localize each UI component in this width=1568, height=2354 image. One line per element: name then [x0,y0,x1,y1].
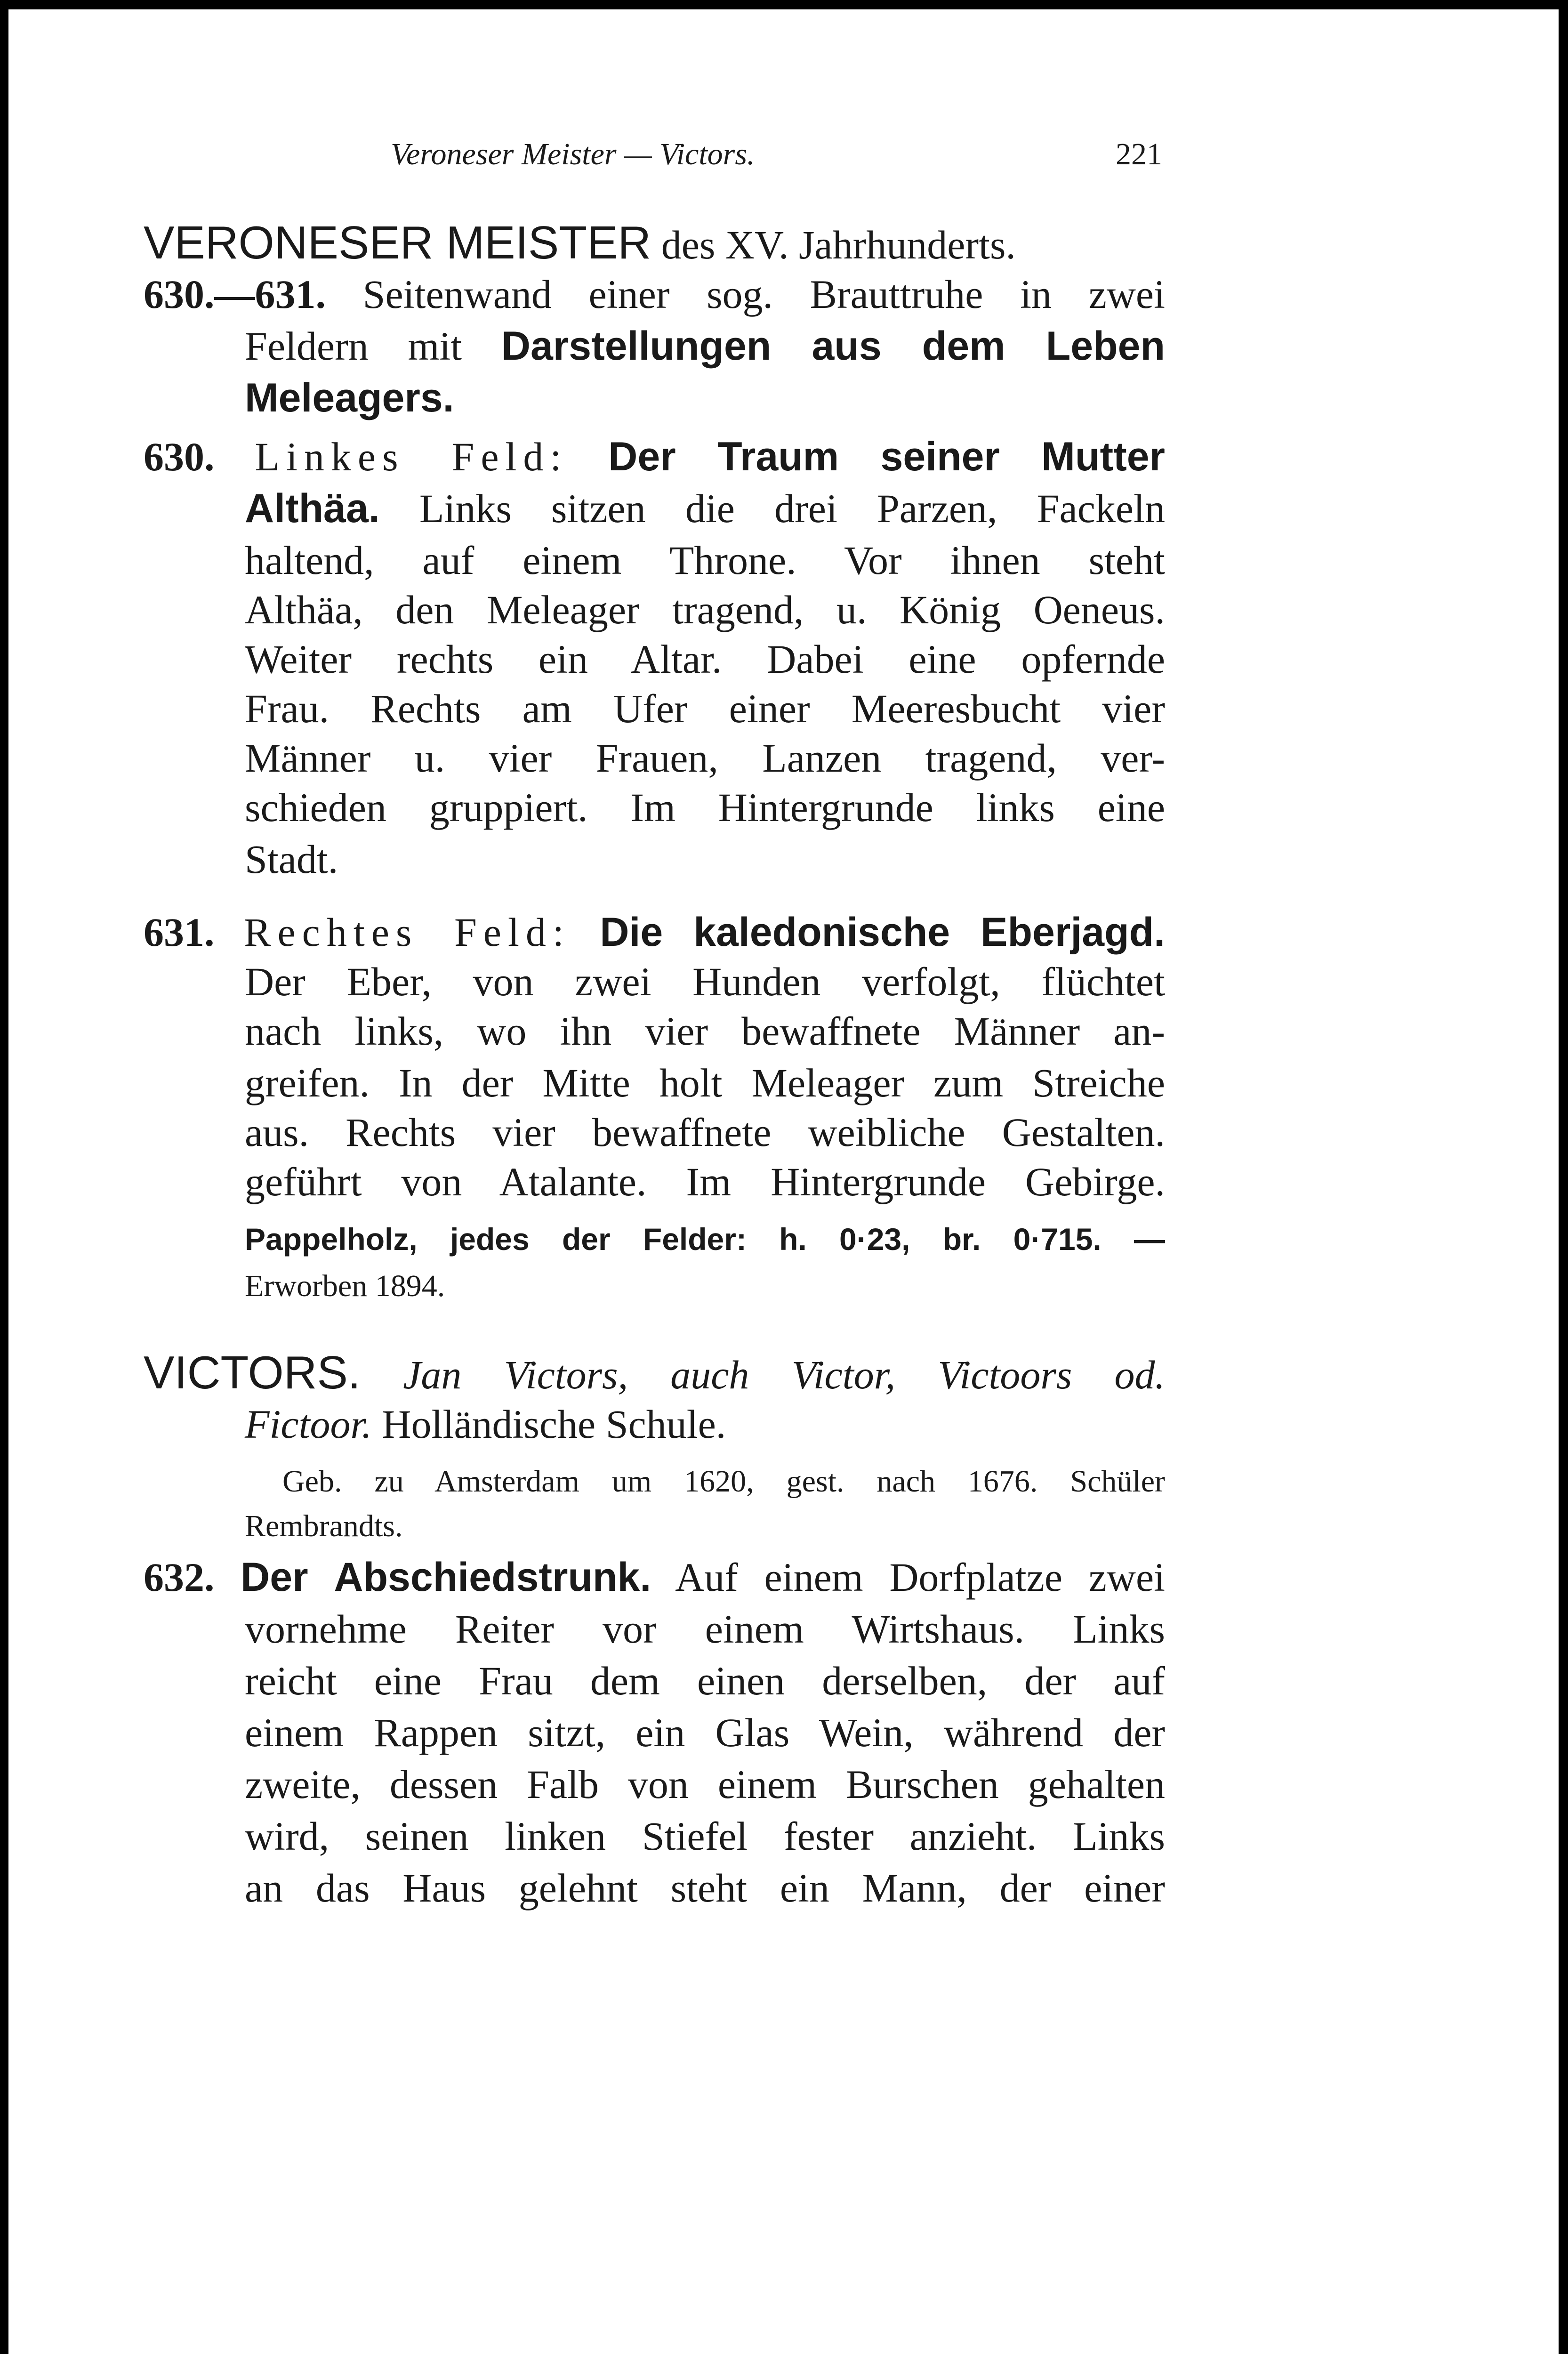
entry-630-line-7: Männer u. vier Frauen, Lanzen tragend, ver- [245,735,1165,781]
entry-number: 632. [144,1555,215,1600]
artist-name: VICTORS. [144,1346,361,1398]
entry-630-631-line-3: Meleagers. [245,375,454,420]
field-label: Linkes Feld: [255,434,568,479]
entry-631-line-6: geführt von Atalante. Im Hintergrunde Gebirge. [245,1159,1165,1204]
entry-title: Die kaledonische Eberjagd. [600,910,1165,955]
entry-text: Feldern mit [245,323,501,369]
entry-630-line-2 [245,485,1165,532]
artist-name: VERONESER MEISTER [144,217,651,268]
entry-632-line-5: zweite, dessen Falb von einem Burschen gehalten [245,1762,1165,1807]
entry-630-line-4: Althäa, den Meleager tragend, u. König Oeneus. [245,587,1165,632]
entry-text: Auf einem Dorfplatze zwei [651,1555,1166,1600]
victors-bio-1: Geb. zu Amsterdam um 1620, gest. nach 1676. Schüler [282,1464,1165,1499]
entry-630-line-3: haltend, auf einem Throne. Vor ihnen steht [245,538,1165,583]
entry-630-line-5: Weiter rechts ein Altar. Dabei eine opfernde [245,637,1165,682]
entry-631-acquired: Erworben 1894. [245,1269,445,1303]
entry-631-line-1 [144,909,1165,956]
section-heading-veroneser [144,219,1165,268]
entry-631-material: Pappelholz, jedes der Felder: h. 0·23, br. 0·715. — [245,1222,1165,1257]
victors-line-2 [245,1401,1165,1448]
victors-bio-2: Rembrandts. [245,1509,403,1543]
entry-number: 630.—631. [144,272,326,317]
artist-alt-names: Fictoor. [245,1402,372,1447]
entry-631-line-5: aus. Rechts vier bewaffnete weibliche Gestalten. [245,1110,1165,1155]
entry-title: Darstellungen aus dem Leben [501,323,1165,369]
entry-text: Links sitzen die drei Parzen, Fackeln [379,486,1165,531]
field-label: Rechtes Feld: [244,910,571,955]
entry-630-line-1 [144,433,1165,480]
entry-text: Seitenwand einer sog. Brauttruhe in zwei [362,272,1165,317]
entry-title: Althäa. [245,486,380,531]
entry-632-line-7: an das Haus gelehnt steht ein Mann, der einer [245,1865,1165,1911]
entry-630-line-8: schieden gruppiert. Im Hintergrunde links eine [245,785,1165,830]
entry-630-line-6: Frau. Rechts am Ufer einer Meeresbucht vier [245,686,1165,731]
artist-period: des XV. Jahrhunderts. [661,222,1016,267]
entry-632-line-4: einem Rappen sitzt, ein Glas Wein, während der [245,1710,1165,1755]
artist-school: Holländische Schule. [371,1402,726,1447]
entry-632-line-6: wird, seinen linken Stiefel fester anzieht. Links [245,1814,1165,1859]
entry-title: Der Abschiedstrunk. [241,1555,651,1600]
artist-alt-names: Jan Victors, auch Victor, Victoors od. [403,1352,1165,1397]
page-number: 221 [1116,137,1162,171]
entry-632-line-2: vornehme Reiter vor einem Wirtshaus. Links [245,1606,1165,1652]
entry-632-line-3: reicht eine Frau dem einen derselben, der auf [245,1658,1165,1703]
running-header: Veroneser Meister — Victors. [391,137,755,171]
section-heading-victors [144,1346,1165,1398]
entry-631-line-2: Der Eber, von zwei Hunden verfolgt, flüchtet [245,959,1165,1004]
entry-title: Der Traum seiner Mutter [608,434,1166,479]
entry-630-631-line-2 [245,322,1165,370]
entry-number: 630. [144,434,215,479]
entry-630-line-9: Stadt. [245,837,338,882]
entry-number: 631. [144,910,215,955]
entry-632-line-1 [144,1554,1165,1601]
entry-630-631-line-1 [144,271,1165,318]
entry-631-line-3: nach links, wo ihn vier bewaffnete Männer an- [245,1008,1165,1054]
entry-631-line-4: greifen. In der Mitte holt Meleager zum Streiche [245,1060,1165,1105]
